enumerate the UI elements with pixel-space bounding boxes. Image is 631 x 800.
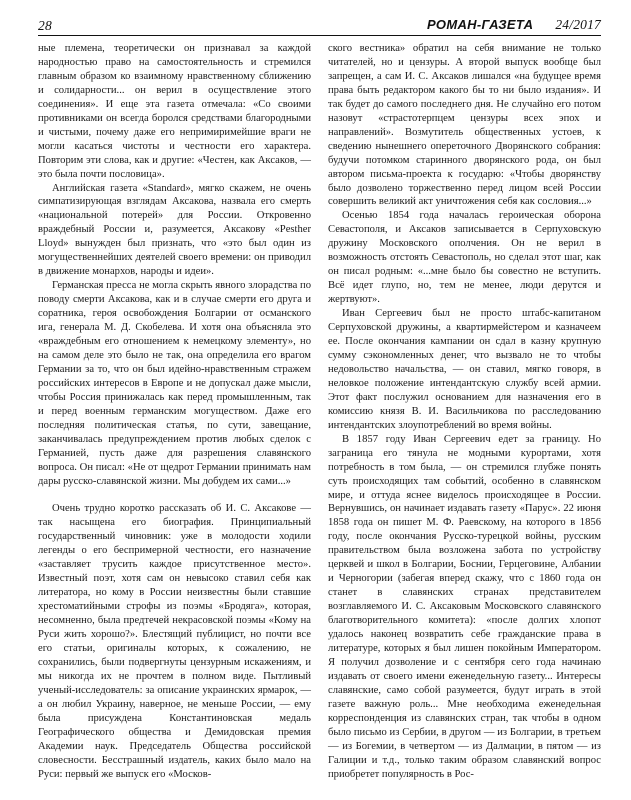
paragraph: Осенью 1854 года началась героическая оборона Севастополя, и Аксаков записывается в Серпуховскую дружину Московского ополчения. Он не верил в возможность отстоять Севастополь, но сделал этот шаг, как он писал родным: «...мне было бы совестно не вступить. Всё идет глупо, но, тем не менее, люди дерутся и жертвуют». bbox=[328, 210, 601, 306]
issue-number: 24/2017 bbox=[555, 17, 601, 32]
paragraph: В 1857 году Иван Сергеевич едет за границу. Но заграница его тянула не модными курортами, хотя потребность в том была, — он стремился глубже понять суть происходящих там событий, особенно в славянском мире, и оттуда яснее виделось происходящее в России. Вернувшись, он начинает издавать газету «Парус». 22 июня 1858 года он пишет М. Ф. Раевскому, на которого в 1856 году, после окончания Русско-турецкой войны, русским правительством была возложена забота по устройству церквей и школ в Болгарии, Боснии, Герцеговине, Албании и Черногории (забегая вперед скажу, что с 1860 года он станет в славянских странах представителем возглавляемого И. С. Аксаковым Московского славянского благотворительного комитета): «после долгих хлопот удалось наконец возвратить себе гражданские права в литературе, которых я был лишен покойным Императором. Я получил дозволение и с сентября сего года начинаю издавать от своего имени еженедельную газету... Интересы славянские, само собой разумеется, будут играть в этой газете важную роль... Мне необходима еженедельная корреспонденция из славянских стран, так чтобы в одном было письмо из Сербии, в другом — из Болгарии, в третьем — из Богемии, в четвертом — из Далмации, в пятом — из Галиции и т.д., только таким образом славянский вопрос приобретет популярность в Рос- bbox=[328, 433, 601, 780]
paragraph: ского вестника» обратил на себя внимание не только читателей, но и цензуры. А второй выпуск вообще был запрещен, а сам И. С. Аксаков лишался «на будущее время права быть редактором какого бы то ни было издания». И так будет до самого последнего дня. Не случайно его потом назовут «страстотерпцем цензуры всех эпох и направлений». Возмутитель общественных устоев, к сведению нынешнего опереточного Дворянского собрания: будучи потомком старинного дворянского рода, он был автором письма-проекта к государю: «Чтобы дворянству было дозволено торжественно перед лицом всей России совершить великий акт уничтожения себя как сословия...» bbox=[328, 43, 601, 208]
paragraph: ные племена, теоретически он признавал за каждой народностью право на самостоятельность и стремился главным образом ко взаимному нравственному сближению и солидарности... он верил в осуществление этого соединения». И еще эта газета отмечала: «Со своими противниками он всегда боролся средствами благородными и чистыми, почему даже его непримиримейшие враги не могли касаться чистоты и честности его характера. Повторим эти слова, как и другие: «Честен, как Аксаков, — это была почти пословица». bbox=[38, 43, 311, 180]
running-head-right bbox=[427, 17, 601, 33]
running-head bbox=[38, 14, 601, 36]
paragraph: Английская газета «Standard», мягко скажем, не очень симпатизирующая взглядам Аксакова, назвала его смерть «национальной потерей» для России. Откровенно враждебный России и, разумеется, Аксакову «Pesther Lloyd» вынужден был признать, что «это был один из могущественнейших деятелей своего времени: он приводил в движение монархов, народы и идеи». bbox=[38, 182, 311, 278]
page-number: 28 bbox=[38, 18, 52, 33]
paragraph: Германская пресса не могла скрыть явного злорадства по поводу смерти Аксакова, как и в случае смерти его друга и соратника, героя освобождения Болгарии от османского ига, генерала М. Д. Скобелева. И хотя она объясняла это «враждебным его отношением к немецкому элементу», но на самом деле это было не так, она определила его врагом Германии за то, что он был идейно-нравственным стражем российских интересов в Европе и не допускал даже мысли, чтобы Россия принижалась как перед промышленным, так и перед военным германским могуществом. Даже его последняя политическая статья, по сути, завещание, заканчивалась предупреждением против любых сделок с Германией, пусть даже для разрешения славянского вопроса. Он писал: «Не от щедрот Германии принимать нам дары русско-славянской жизни. Мы добудем их сами...» bbox=[38, 280, 311, 487]
paragraph: Иван Сергеевич был не просто штабс-капитаном Серпуховской дружины, а квартирмейстером и казначеем ее. После окончания кампании он сдал в казну крупную сумму сэкономленных денег, что вызвало не то чтобы недовольство начальства, — он ставил, мягко говоря, в неловкое положение интендантскую службу всей армии. Этот факт послужил основанием для назначения его в комиссию князя В. И. Васильчикова по расследованию интендантских злоупотреблений во время войны. bbox=[328, 308, 601, 431]
column-right bbox=[328, 42, 601, 782]
column-left bbox=[38, 42, 311, 782]
paragraph: Очень трудно коротко рассказать об И. С. Аксакове — так насыщена его биография. Принципиальный государственный чиновник: уже в молодости ходили легенды о его беспримерной честности, его назначение «заставляет трусить каждое присутственное место». Известный поэт, хотя сам он невысоко ставил себя как литератора, но кому в России неизвестны были ставшие хрестоматийными строфы из поэмы «Бродяга», которая, несомненно, была предтечей некрасовской поэмы «Кому на Руси жить хорошо?». Блестящий публицист, но почти все его статьи, оригиналы которых, к сожалению, не сохранились, были подвергнуты цензурным искажениям, и мы никогда их не прочтем в полном виде. Пытливый ученый-исследователь: за описание украинских ярмарок, — а он любил Украину, наверное, не меньше России, — ему была присуждена Константиновская медаль Географического общества и Демидовская премия Академии наук. Председатель Общества российской словесности. Бесстрашный издатель, каких было мало на Руси: первый же выпуск его «Москов- bbox=[38, 503, 311, 780]
journal-title: РОМАН-ГАЗЕТА bbox=[426, 17, 534, 32]
body-columns bbox=[38, 42, 601, 784]
